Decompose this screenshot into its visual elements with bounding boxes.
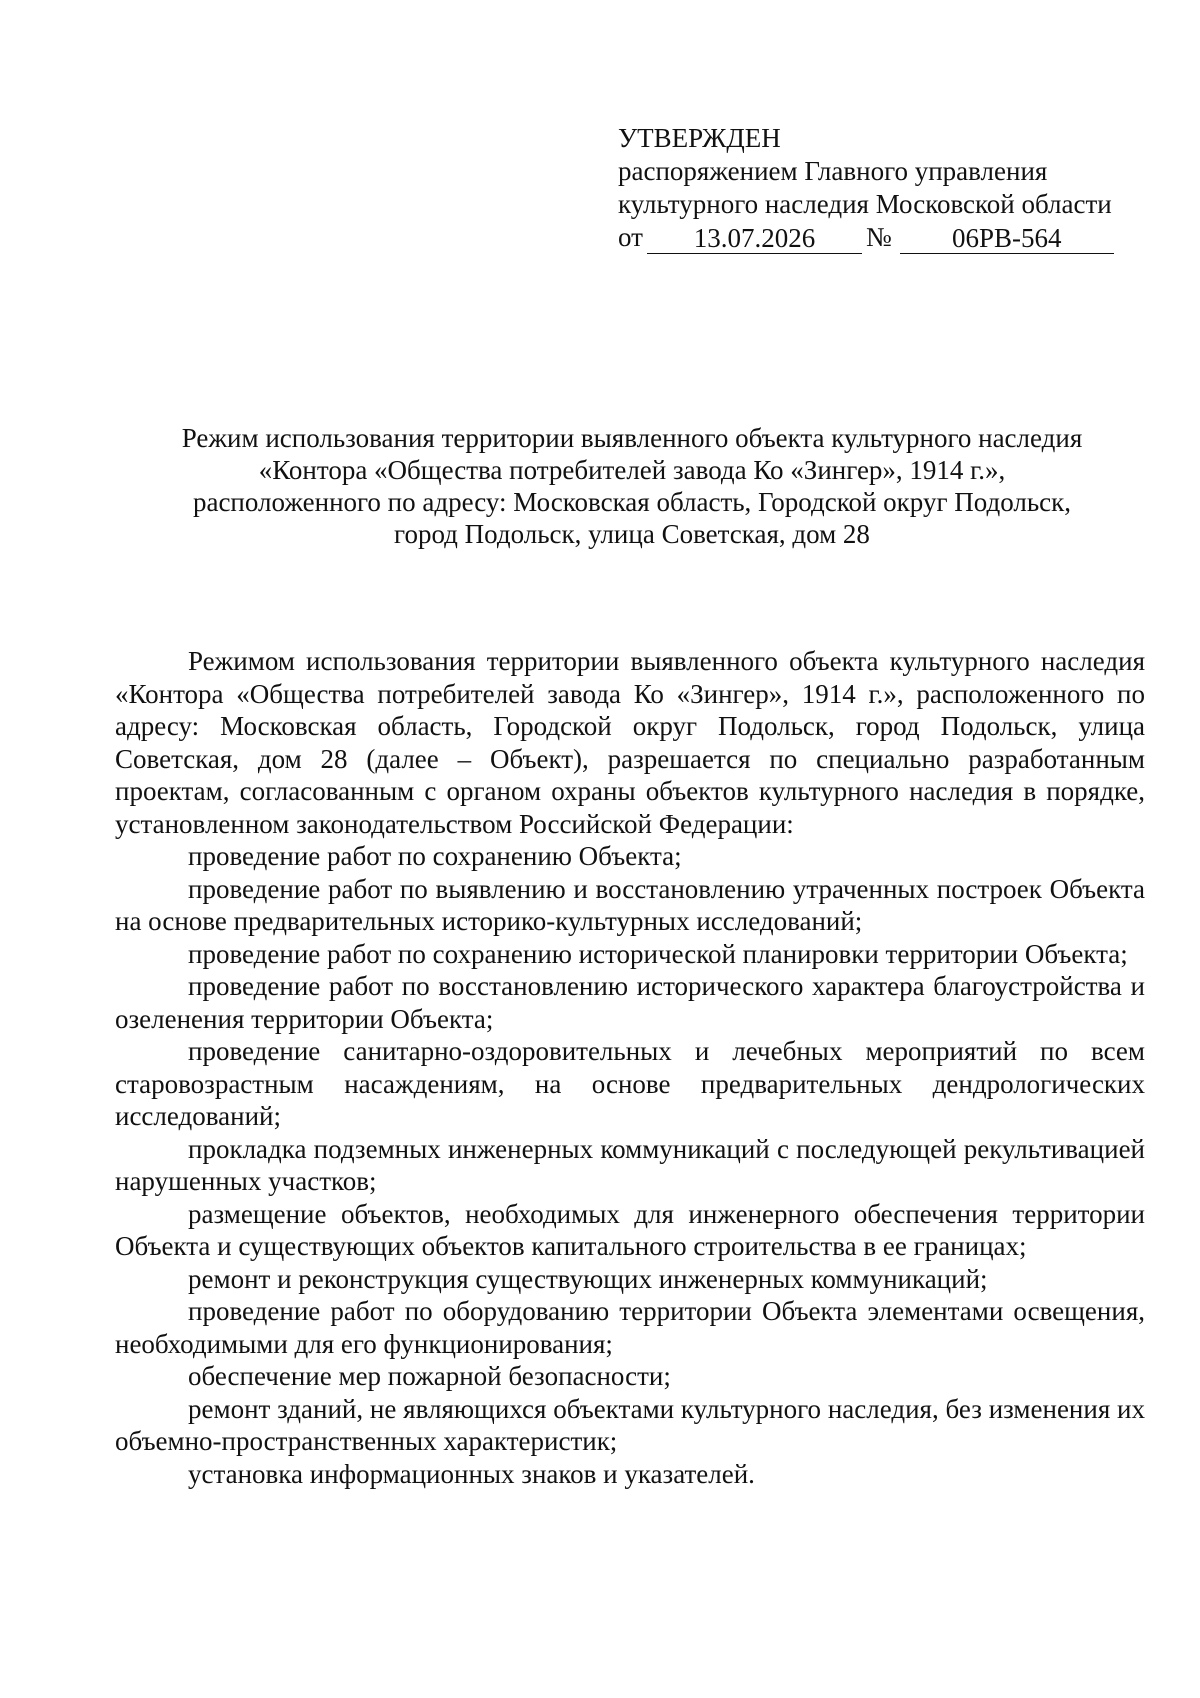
list-item: установка информационных знаков и указателей. (188, 1458, 755, 1489)
document-body (115, 645, 1145, 1490)
list-item: проведение работ по оборудованию территории Объекта элементами освещения, необходимыми для его функционирования; (115, 1296, 1145, 1359)
list-item: проведение работ по сохранению исторической планировки территории Объекта; (188, 938, 1128, 969)
approval-status: УТВЕРЖДЕН (618, 123, 781, 153)
title-line-1: Режим использования территории выявленного объекта культурного наследия (181, 423, 1083, 453)
approval-date: 13.07.2026 (647, 223, 862, 254)
approval-authority-line-2: культурного наследия Московской области (618, 189, 1112, 219)
approval-number: 06РВ-564 (900, 223, 1114, 254)
approval-authority-line-1: распоряжением Главного управления (618, 156, 1048, 186)
approval-stamp-block (618, 122, 1118, 254)
title-line-2: «Контора «Общества потребителей завода Ко «Зингер», 1914 г.», (258, 455, 1006, 485)
list-item: ремонт и реконструкция существующих инженерных коммуникаций; (188, 1263, 988, 1294)
document-title (110, 422, 1154, 550)
list-item: прокладка подземных инженерных коммуникаций с последующей рекультивацией нарушенных участков; (115, 1133, 1145, 1196)
title-line-4: город Подольск, улица Советская, дом 28 (394, 519, 870, 549)
list-item: проведение работ по выявлению и восстановлению утраченных построек Объекта на основе предварительных историко-культурных исследований; (115, 873, 1145, 936)
approval-date-number-row (618, 221, 1118, 254)
list-item: проведение работ по восстановлению исторического характера благоустройства и озеленения территории Объекта; (115, 971, 1145, 1034)
list-item: проведение работ по сохранению Объекта; (188, 841, 682, 871)
approval-number-label: № (865, 222, 892, 252)
list-item: ремонт зданий, не являющихся объектами культурного наследия, без изменения их объемно-пространственных характеристик; (115, 1393, 1145, 1456)
list-item: размещение объектов, необходимых для инженерного обеспечения территории Объекта и существующих объектов капитального строительства в ее границах; (115, 1198, 1145, 1261)
list-item: проведение санитарно-оздоровительных и лечебных мероприятий по всем старовозрастным насаждениям, на основе предварительных дендрологических исследований; (115, 1036, 1145, 1131)
approval-from-label: от (618, 222, 643, 252)
list-item: обеспечение мер пожарной безопасности; (188, 1361, 671, 1391)
intro-paragraph: Режимом использования территории выявленного объекта культурного наследия «Контора «Общества потребителей завода Ко «Зингер», 1914 г.», расположенного по адресу: Московская область, Городской округ Подольск, город Подольск, улица Советская, дом 28 (далее – Объект), разрешается по специально разработанным проектам, согласованным с органом охраны объектов культурного наследия в порядке, установленном законодательством Российской Федерации: (115, 646, 1145, 839)
title-line-3: расположенного по адресу: Московская область, Городской округ Подольск, (192, 487, 1072, 517)
